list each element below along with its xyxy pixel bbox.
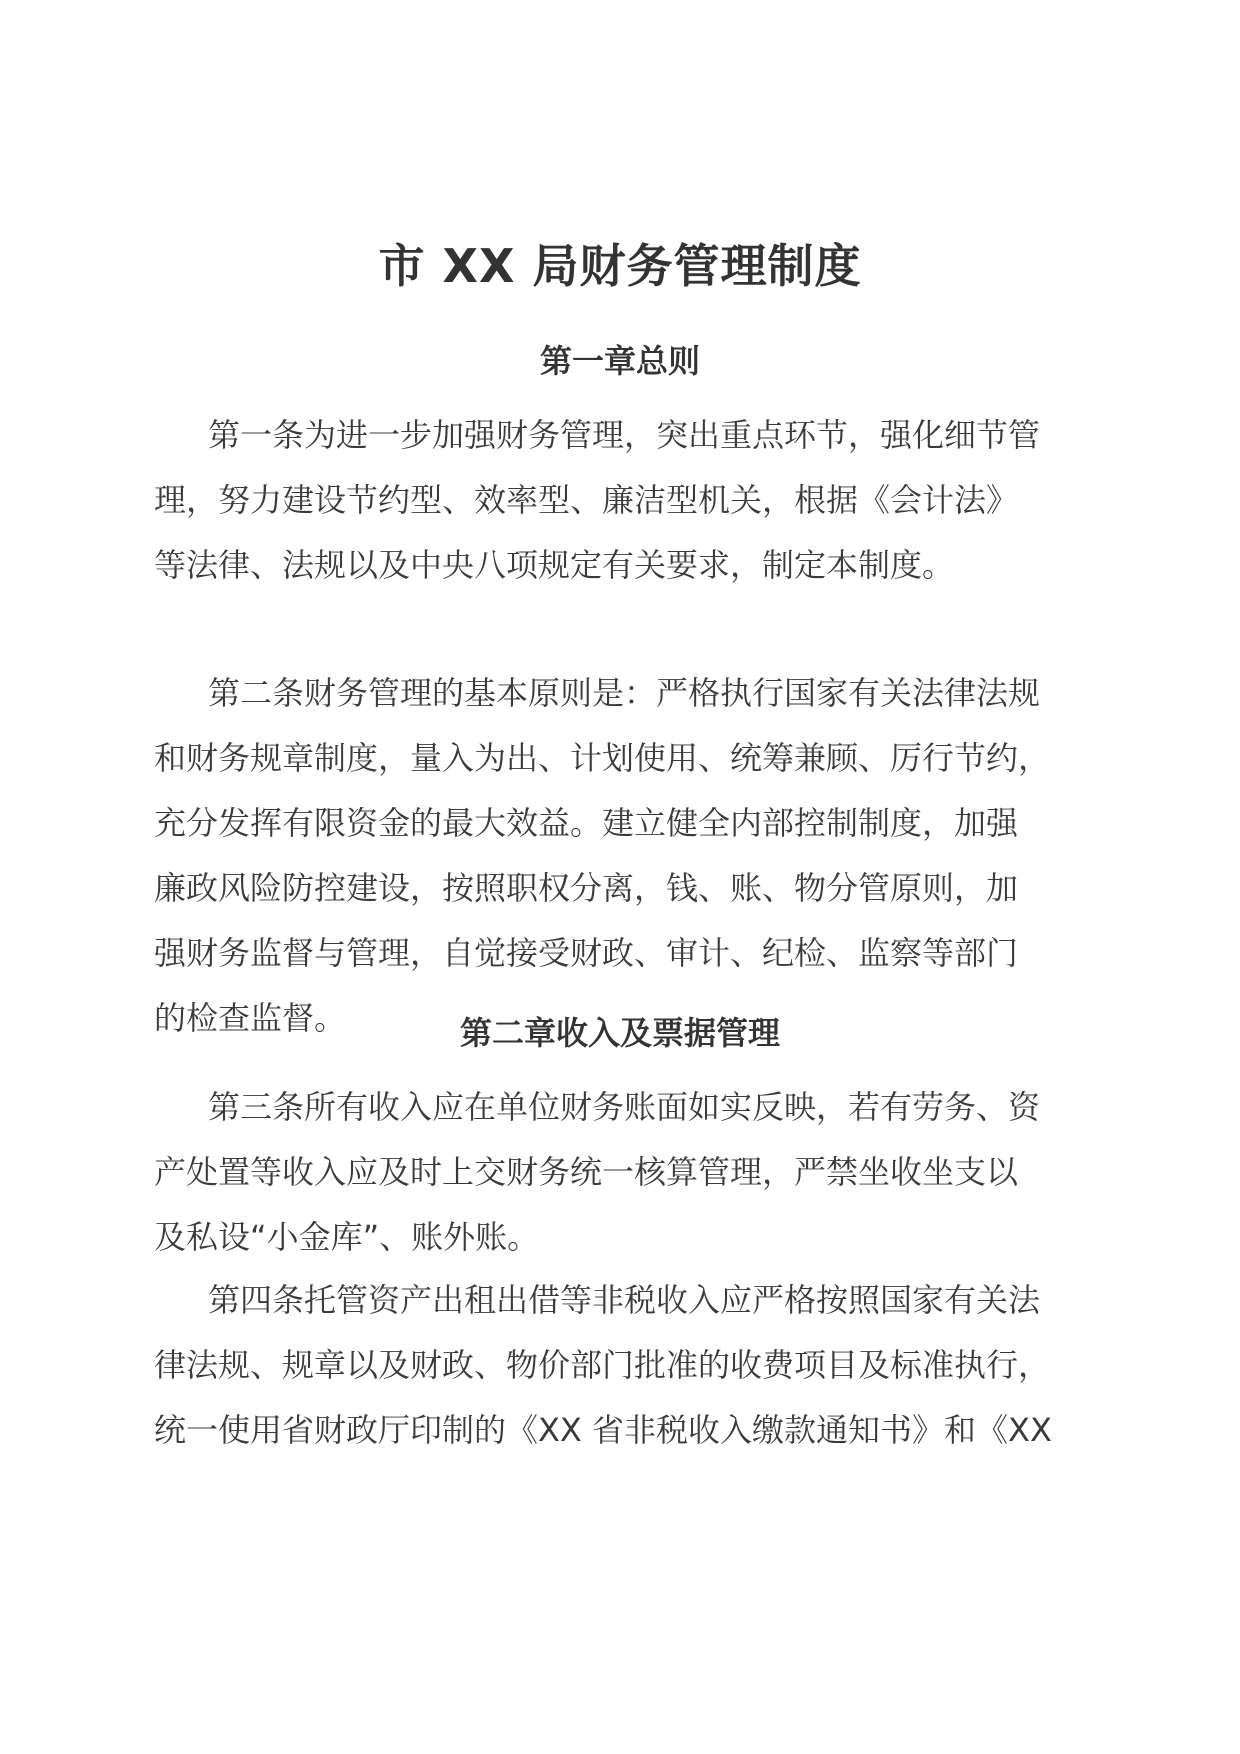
paragraph-line: 律法规、规章以及财政、物价部门批准的收费项目及标准执行， [154, 1346, 1051, 1384]
article-paragraph [154, 403, 1088, 598]
chapter-heading: 第一章总则 [539, 342, 700, 380]
document-title: 市 XX 局财务管理制度 [378, 239, 862, 293]
paragraph-line: 理，努力建设节约型、效率型、廉洁型机关，根据《会计法》 [154, 481, 1019, 519]
paragraph-line: 和财务规章制度，量入为出、计划使用、统筹兼顾、厉行节约， [154, 739, 1051, 777]
paragraph-line: 充分发挥有限资金的最大效益。建立健全内部控制制度，加强 [154, 804, 1019, 842]
chapter-heading: 第二章收入及票据管理 [459, 1014, 780, 1052]
paragraph-line: 强财务监督与管理，自觉接受财政、审计、纪检、监察等部门 [154, 934, 1019, 972]
paragraph-line: 第一条为进一步加强财务管理，突出重点环节，强化细节管 [208, 416, 1041, 454]
paragraph-line: 及私设“小金库”、账外账。 [154, 1218, 540, 1256]
paragraph-line: 产处置等收入应及时上交财务统一核算管理，严禁坐收坐支以 [154, 1153, 1019, 1191]
paragraph-line: 第二条财务管理的基本原则是：严格执行国家有关法律法规 [208, 674, 1041, 712]
paragraph-line: 廉政风险防控建设，按照职权分离，钱、账、物分管原则，加 [154, 869, 1019, 907]
paragraph-line: 的检查监督。 [154, 999, 347, 1037]
paragraph-line: 统一使用省财政厅印制的《XX 省非税收入缴款通知书》和《XX [154, 1411, 1052, 1449]
paragraph-line: 第四条托管资产出租出借等非税收入应严格按照国家有关法 [208, 1281, 1041, 1319]
paragraph-line: 第三条所有收入应在单位财务账面如实反映，若有劳务、资 [208, 1088, 1041, 1126]
article-paragraph [154, 661, 1088, 1051]
article-paragraph [154, 1075, 1088, 1270]
paragraph-line: 等法律、法规以及中央八项规定有关要求，制定本制度。 [154, 546, 955, 584]
article-paragraph [154, 1268, 1088, 1463]
